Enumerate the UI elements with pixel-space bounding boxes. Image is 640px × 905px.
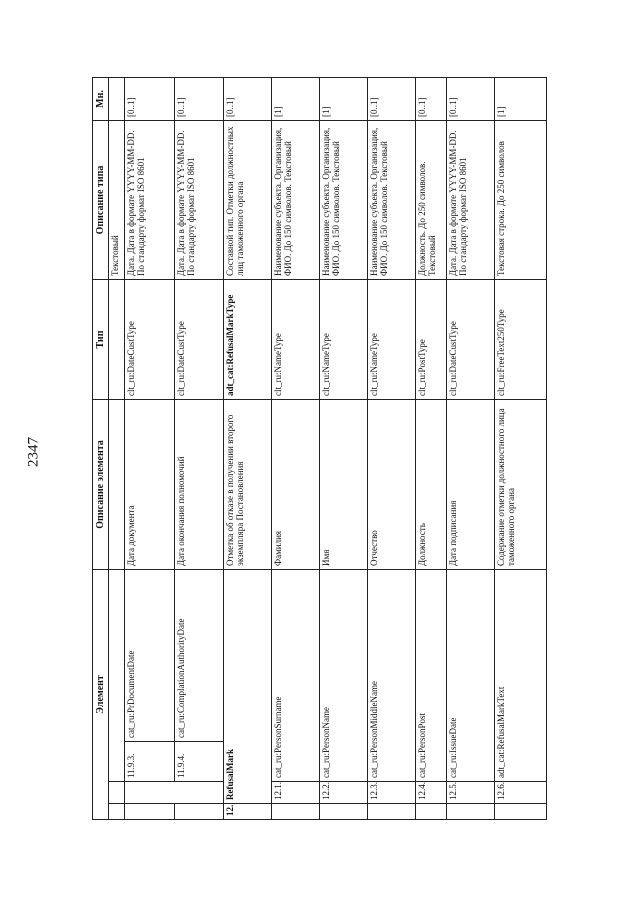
cell-element-description: Содержание отметки должностного лица таможенного органа [495, 400, 547, 570]
cell-number: 12.2. [320, 782, 368, 804]
cell-number: 11.9.3. [125, 742, 174, 782]
cell-element-name: cat_ru:ComplationAuthorityDate [174, 570, 223, 742]
cell-type: clt_ru:DateCustType [447, 280, 495, 400]
table-row [368, 78, 416, 820]
cell-number: 12.6. [495, 782, 547, 804]
cell-element-description: Должность [416, 400, 447, 570]
elements-table [92, 77, 547, 820]
cell-element-name: cat_ru:PersonPost [416, 570, 447, 782]
cell-type: clt_ru:FreeText250Type [495, 280, 547, 400]
cell-type-description: Наименование субъекта. Организация, ФИО. До 150 символов. Текстовый [320, 121, 368, 280]
table-row [272, 78, 320, 820]
cell-type-description: Составной тип. Отметки должностных лиц таможенного органа [223, 121, 271, 280]
cell-element-description: Фамилия [272, 400, 320, 570]
cell-element-name: cat_ru:PrDocumentDate [125, 570, 174, 742]
cell-element-description: Дата документа [125, 400, 174, 570]
cell-element-name: cat_ru:PersonSurname [272, 570, 320, 782]
cell-element-name: RefusalMark [223, 570, 271, 804]
cell-multiplicity: [0..1] [174, 78, 223, 121]
cell-element-name: cat_ru:PersonName [320, 570, 368, 782]
cell-number: 12.1. [272, 782, 320, 804]
cell-multiplicity: [0..1] [416, 78, 447, 121]
cell-type: clt_ru:NameType [320, 280, 368, 400]
cell-number: 12. [223, 804, 271, 820]
cell-number: 12.4. [416, 782, 447, 804]
table-row-continued [109, 78, 125, 820]
cell-element-description: Дата подписания [447, 400, 495, 570]
cell-number: 11.9.4. [174, 742, 223, 782]
table-row [416, 78, 447, 820]
cell-type: clt_ru:NameType [272, 280, 320, 400]
cell-type: clt_ru:DateCustType [125, 280, 174, 400]
table-row-section [223, 78, 271, 820]
cell-multiplicity: [0..1] [447, 78, 495, 121]
cell-number: 12.3. [368, 782, 416, 804]
cell-number: 12.5. [447, 782, 495, 804]
cell-type: clt_ru:NameType [368, 280, 416, 400]
cell-type-description: Дата. Дата в формате YYYY-MM-DD. По стандарту формат ISO 8601 [125, 121, 174, 280]
col-header-multiplicity: Мн. [93, 78, 109, 121]
table-row [495, 78, 547, 820]
col-header-type: Тип [93, 280, 109, 400]
table-row [125, 78, 174, 820]
page-number: 2347 [25, 437, 42, 467]
col-header-element-description: Описание элемента [93, 400, 109, 570]
cell-type-description: Дата. Дата в формате YYYY-MM-DD. По стандарту формат ISO 8601 [447, 121, 495, 280]
cell-multiplicity: [0..1] [223, 78, 271, 121]
cell-type-description: Наименование субъекта. Организация, ФИО. До 150 символов. Текстовый [272, 121, 320, 280]
table-row [320, 78, 368, 820]
cell-type-description: Дата. Дата в формате YYYY-MM-DD. По стандарту формат ISO 8601 [174, 121, 223, 280]
cell-multiplicity: [0..1] [368, 78, 416, 121]
cell-element-name: adt_cat:RefusalMarkText [495, 570, 547, 782]
table-row [174, 78, 223, 820]
cell-element-name: cat_ru:PersonMiddleName [368, 570, 416, 782]
cell-type-description: Текстовая строка. До 250 символов [495, 121, 547, 280]
table-header-row [93, 78, 109, 820]
col-header-element: Элемент [93, 570, 109, 820]
cell-multiplicity: [1] [320, 78, 368, 121]
cell-type: clt_ru:PostType [416, 280, 447, 400]
cell-type-description: Наименование субъекта. Организация, ФИО. До 150 символов. Текстовый [368, 121, 416, 280]
cell-element-description: Дата окончания полномочий [174, 400, 223, 570]
cell-multiplicity: [1] [272, 78, 320, 121]
table-row [447, 78, 495, 820]
cell-type-description: Должность. До 250 символов. Текстовый [416, 121, 447, 280]
col-header-type-description: Описание типа [93, 121, 109, 280]
cell-type: adt_cat:RefusalMarkType [223, 280, 271, 400]
cell-multiplicity: [0..1] [125, 78, 174, 121]
cell-element-description: Имя [320, 400, 368, 570]
cell-type: clt_ru:DateCustType [174, 280, 223, 400]
cell-type-description: Текстовый [109, 121, 125, 280]
cell-element-description: Отметка об отказе в получении второго экземпляра Постановления [223, 400, 271, 570]
cell-element-description: Отчество [368, 400, 416, 570]
table-container [92, 78, 547, 820]
cell-multiplicity: [1] [495, 78, 547, 121]
cell-element-name: cat_ru:IssueDate [447, 570, 495, 782]
